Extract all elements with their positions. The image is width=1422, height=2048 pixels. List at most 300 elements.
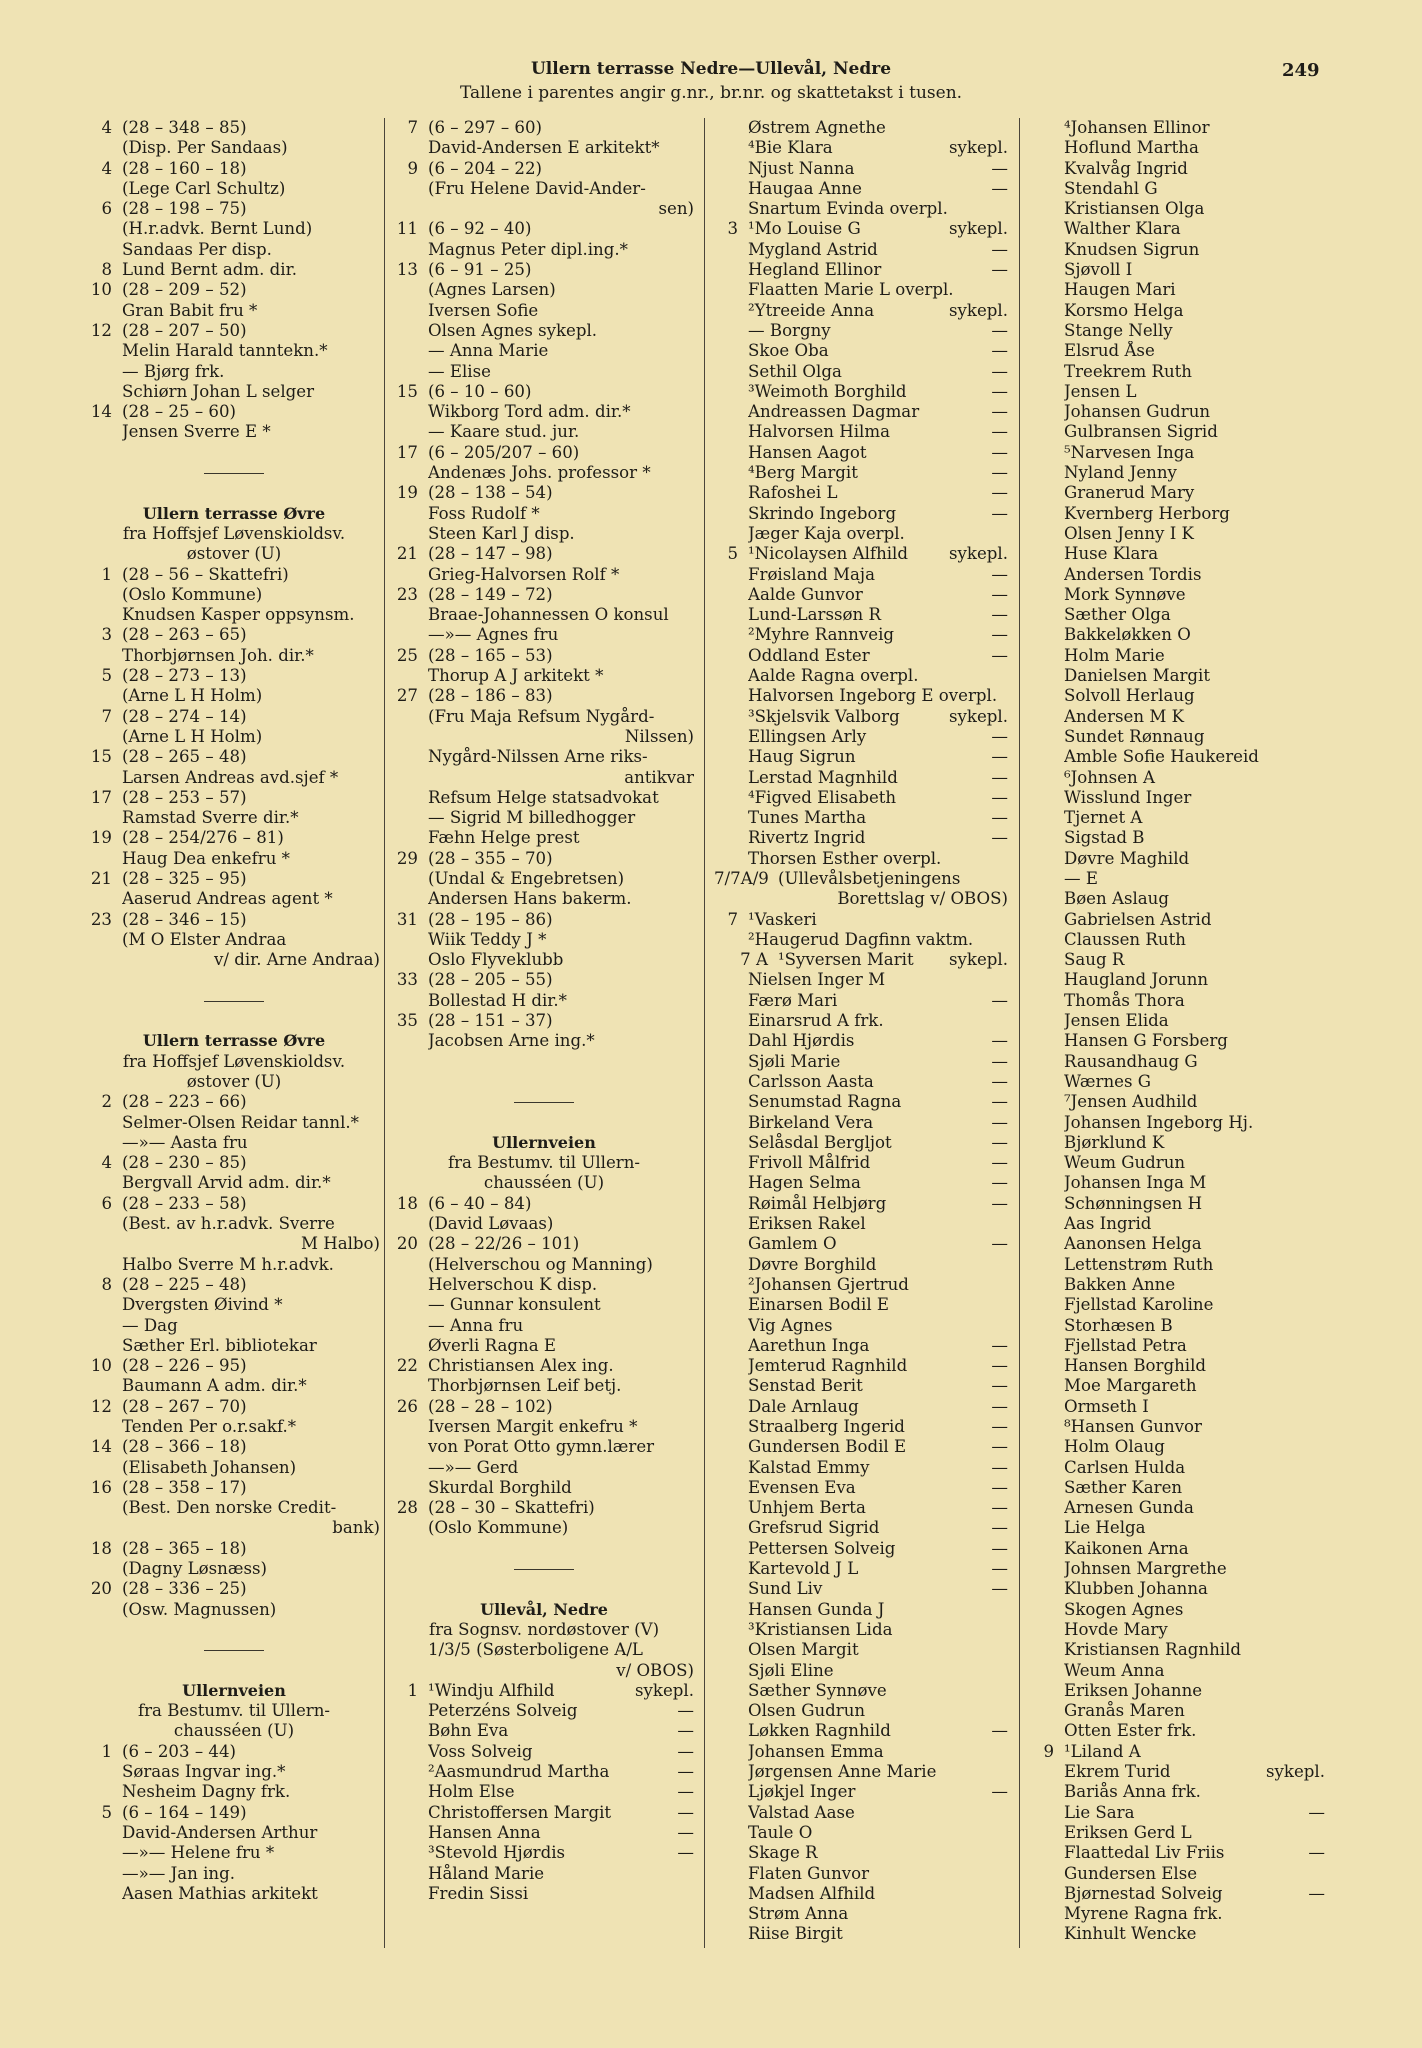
entry-text: Lie Helga <box>1064 1518 1146 1538</box>
entry-text: Einarsen Bodil E <box>748 1295 890 1315</box>
directory-entry <box>394 524 694 544</box>
house-number <box>714 138 748 158</box>
entry-text: Lund Bernt adm. dir. <box>122 260 297 280</box>
house-number <box>394 422 428 442</box>
entry-text: Jensen Sverre E * <box>122 422 271 442</box>
entry-occupation: — <box>991 1092 1008 1112</box>
entry-text: (Undal & Engebretsen) <box>428 868 625 888</box>
directory-entry <box>714 1681 1008 1701</box>
house-number <box>394 1843 428 1863</box>
directory-entry <box>88 930 380 950</box>
directory-entry <box>714 1498 1008 1518</box>
directory-entry <box>88 585 380 605</box>
entry-occupation: — <box>991 584 1008 604</box>
entry-text: Halvorsen Ingeborg E overpl. <box>748 686 998 706</box>
directory-entry <box>394 1762 694 1782</box>
directory-entry <box>394 1376 694 1396</box>
entry-text: (28 – 205 – 55) <box>428 970 553 990</box>
directory-entry <box>714 1356 1008 1376</box>
entry-text: Weum Gudrun <box>1064 1153 1186 1173</box>
street-heading <box>88 1031 380 1051</box>
directory-entry <box>88 219 380 239</box>
directory-entry <box>394 1194 694 1214</box>
directory-entry <box>714 1478 1008 1498</box>
entry-occupation: — <box>991 1112 1008 1132</box>
house-number <box>714 788 748 808</box>
directory-entry <box>1030 1478 1325 1498</box>
directory-entry <box>714 1579 1008 1599</box>
directory-entry <box>88 828 380 848</box>
directory-entry <box>394 1397 694 1417</box>
entry-text: Helverschou K disp. <box>428 1274 598 1294</box>
entry-occupation: — <box>991 1396 1008 1416</box>
directory-entry <box>394 1701 694 1721</box>
directory-entry <box>88 1458 380 1478</box>
directory-entry <box>1030 788 1325 808</box>
entry-text: — Kaare stud. jur. <box>428 422 580 442</box>
directory-entry <box>1030 1356 1325 1376</box>
house-number <box>1030 1255 1064 1275</box>
house-number <box>714 362 748 382</box>
spacer <box>88 1661 380 1681</box>
house-number <box>1030 625 1064 645</box>
entry-occupation: — <box>991 1234 1008 1254</box>
house-number <box>1030 1133 1064 1153</box>
entry-text: (Disp. Per Sandaas) <box>122 138 288 158</box>
directory-entry <box>714 1437 1008 1457</box>
directory-entry <box>714 1376 1008 1396</box>
directory-entry <box>88 1356 380 1376</box>
house-number <box>88 1336 122 1356</box>
entry-text: Haugland Jorunn <box>1064 970 1209 990</box>
directory-entry <box>1030 1600 1325 1620</box>
house-number <box>714 565 748 585</box>
directory-entry <box>714 1843 1008 1863</box>
house-number: 2 <box>101 1092 112 1112</box>
house-number <box>1030 1803 1064 1823</box>
house-number <box>394 808 428 828</box>
house-number <box>714 605 748 625</box>
entry-text: Skage R <box>748 1843 818 1863</box>
directory-entry <box>394 625 694 645</box>
directory-entry <box>88 747 380 767</box>
house-number: 19 <box>396 483 418 503</box>
house-number <box>1030 1113 1064 1133</box>
house-number <box>1030 1072 1064 1092</box>
entry-text: Jensen Elida <box>1064 1011 1169 1031</box>
entry-text: Tjernet A <box>1064 808 1143 828</box>
entry-text: Knudsen Sigrun <box>1064 239 1200 259</box>
house-number <box>394 1478 428 1498</box>
house-number <box>714 1904 748 1924</box>
entry-text: (28 – 160 – 18) <box>122 158 247 178</box>
house-number <box>1030 1600 1064 1620</box>
house-number: 28 <box>396 1498 418 1518</box>
column-4 <box>1030 118 1325 1948</box>
house-number <box>714 463 748 483</box>
house-number <box>1030 1681 1064 1701</box>
directory-entry <box>1030 301 1325 321</box>
directory-entry <box>394 1316 694 1336</box>
directory-entry <box>1030 1153 1325 1173</box>
entry-occupation: sykepl. <box>949 950 1008 970</box>
house-number <box>714 1336 748 1356</box>
house-number <box>394 1295 428 1315</box>
directory-entry <box>1030 1782 1325 1802</box>
house-number <box>1030 1498 1064 1518</box>
directory-entry <box>714 1072 1008 1092</box>
entry-text: Jensen L <box>1064 381 1137 401</box>
line-text: fra Sognsv. nordøstover (V) <box>428 1619 660 1639</box>
directory-entry <box>1030 1559 1325 1579</box>
entry-text: David-Andersen E arkitekt* <box>428 138 660 158</box>
directory-entry <box>1030 1721 1325 1741</box>
entry-occupation: — <box>677 1701 694 1721</box>
directory-entry <box>1030 747 1325 767</box>
line-text: fra Bestumv. til Ullern- <box>137 1701 331 1721</box>
directory-entry <box>714 179 1008 199</box>
line-text: østover (U) <box>186 1071 282 1091</box>
house-number <box>1030 889 1064 909</box>
directory-entry <box>714 1194 1008 1214</box>
directory-entry <box>1030 1397 1325 1417</box>
house-number <box>394 828 428 848</box>
house-number <box>394 1701 428 1721</box>
house-number <box>394 707 428 727</box>
line-text: v/ dir. Arne Andraa) <box>213 950 380 970</box>
directory-entry <box>714 341 1008 361</box>
entry-text: ³Weimoth Borghild <box>748 381 907 401</box>
house-number <box>714 1803 748 1823</box>
house-number <box>1030 1579 1064 1599</box>
directory-entry <box>1030 1762 1325 1782</box>
entry-occupation: — <box>991 158 1008 178</box>
entry-text: (Elisabeth Johansen) <box>122 1457 297 1477</box>
entry-occupation: — <box>991 1071 1008 1091</box>
entry-text: Evensen Eva <box>748 1477 856 1497</box>
directory-entry <box>88 1864 380 1884</box>
house-number <box>394 889 428 909</box>
entry-occupation: — <box>991 605 1008 625</box>
entry-occupation: — <box>991 625 1008 645</box>
house-number <box>1030 970 1064 990</box>
entry-text: Bjørnestad Solveig <box>1064 1883 1223 1903</box>
house-number <box>1030 808 1064 828</box>
directory-entry <box>394 686 694 706</box>
directory-entry <box>394 707 694 727</box>
street-description <box>394 1173 694 1193</box>
spacer <box>394 1539 694 1559</box>
house-number <box>714 1762 748 1782</box>
house-number <box>394 301 428 321</box>
entry-text: ²Aasmundrud Martha <box>428 1762 610 1782</box>
entry-text: (28 – 226 – 95) <box>122 1356 247 1376</box>
directory-entry <box>714 869 1008 889</box>
house-number <box>714 118 748 138</box>
house-number <box>394 138 428 158</box>
house-number <box>714 707 748 727</box>
house-number <box>88 1782 122 1802</box>
entry-text: Knudsen Kasper oppsynsm. <box>122 605 355 625</box>
house-number <box>88 1255 122 1275</box>
entry-text: —»— Aasta fru <box>122 1132 248 1152</box>
house-number <box>1030 524 1064 544</box>
house-number: 1 <box>101 1741 112 1761</box>
entry-occupation: — <box>991 1579 1008 1599</box>
directory-entry <box>394 1782 694 1802</box>
directory-entry <box>714 1864 1008 1884</box>
house-number <box>714 1498 748 1518</box>
entry-text: Fjellstad Petra <box>1064 1335 1187 1355</box>
entry-text: Peterzéns Solveig <box>428 1701 578 1721</box>
directory-entry <box>714 646 1008 666</box>
directory-entry <box>714 1295 1008 1315</box>
street-heading <box>394 1133 694 1153</box>
house-number <box>1030 159 1064 179</box>
house-number: 16 <box>90 1477 112 1497</box>
entry-text: (Fru Helene David-Ander- <box>428 178 646 198</box>
house-number <box>1030 1762 1064 1782</box>
directory-entry <box>88 362 380 382</box>
entry-occupation: — <box>991 381 1008 401</box>
house-number <box>1030 707 1064 727</box>
entry-text: Valstad Aase <box>748 1802 855 1822</box>
entry-occupation: — <box>991 1051 1008 1071</box>
house-number: 5 <box>101 666 112 686</box>
directory-entry <box>1030 666 1325 686</box>
house-number <box>394 666 428 686</box>
entry-text: (28 – 273 – 13) <box>122 666 247 686</box>
directory-entry <box>1030 707 1325 727</box>
entry-text: — Sigrid M billedhogger <box>428 808 636 828</box>
directory-entry <box>88 138 380 158</box>
entry-text: Christiansen Alex ing. <box>428 1356 614 1376</box>
entry-text: Eriksen Rakel <box>748 1214 866 1234</box>
entry-text: Walther Klara <box>1064 219 1181 239</box>
directory-entry <box>394 240 694 260</box>
house-number <box>394 463 428 483</box>
directory-entry <box>1030 1539 1325 1559</box>
directory-entry <box>394 362 694 382</box>
house-number <box>1030 1843 1064 1863</box>
house-number: 23 <box>396 584 418 604</box>
house-number <box>1030 585 1064 605</box>
directory-entry <box>88 646 380 666</box>
entry-text: Sjøvoll I <box>1064 260 1133 280</box>
entry-text: Hansen Borghild <box>1064 1356 1207 1376</box>
entry-occupation: — <box>991 726 1008 746</box>
house-number <box>1030 849 1064 869</box>
house-number: 4 <box>101 118 112 137</box>
entry-text: Claussen Ruth <box>1064 929 1186 949</box>
entry-text: Johansen Inga M <box>1064 1173 1207 1193</box>
directory-entry <box>1030 625 1325 645</box>
entry-text: Iversen Sofie <box>428 300 539 320</box>
house-number <box>714 260 748 280</box>
house-number <box>1030 1518 1064 1538</box>
directory-entry <box>88 1336 380 1356</box>
entry-text: — Anna Marie <box>428 341 549 361</box>
section-divider <box>88 1640 380 1660</box>
entry-text: Saug R <box>1064 950 1125 970</box>
house-number <box>714 1600 748 1620</box>
entry-text: Hansen Anna <box>428 1822 541 1842</box>
entry-text: ³Stevold Hjørdis <box>428 1843 566 1863</box>
house-number <box>1030 240 1064 260</box>
entry-text: Aalde Gunvor <box>748 584 863 604</box>
house-number <box>394 930 428 950</box>
house-number <box>714 747 748 767</box>
house-number <box>394 869 428 889</box>
directory-entry <box>714 849 1008 869</box>
directory-entry <box>394 159 694 179</box>
directory-entry <box>1030 1579 1325 1599</box>
entry-text: Gulbransen Sigrid <box>1064 422 1218 442</box>
entry-text: Haugen Mari <box>1064 280 1176 300</box>
house-number: 17 <box>90 787 112 807</box>
directory-entry <box>1030 1417 1325 1437</box>
entry-text: Sethil Olga <box>748 361 842 381</box>
entry-occupation: — <box>991 1437 1008 1457</box>
entry-text: Hovde Mary <box>1064 1619 1168 1639</box>
entry-text: Pettersen Solveig <box>748 1538 896 1558</box>
house-number <box>88 605 122 625</box>
section-divider <box>88 991 380 1011</box>
directory-entry <box>714 1823 1008 1843</box>
entry-text: Hansen G Forsberg <box>1064 1031 1228 1051</box>
directory-entry <box>714 1620 1008 1640</box>
entry-text: (28 – 230 – 85) <box>122 1153 247 1173</box>
entry-text: Thomås Thora <box>1064 990 1185 1010</box>
house-number <box>1030 1640 1064 1660</box>
entry-occupation: — <box>991 1498 1008 1518</box>
house-number: 14 <box>90 402 112 422</box>
house-number <box>714 1782 748 1802</box>
line-text: Nilssen) <box>624 726 694 746</box>
house-number <box>714 1194 748 1214</box>
entry-text: Carlsson Aasta <box>748 1071 874 1091</box>
street-description <box>88 1721 380 1741</box>
house-number <box>1030 991 1064 1011</box>
directory-entry <box>88 301 380 321</box>
directory-entry <box>394 1721 694 1741</box>
house-number: 5 <box>101 1802 112 1822</box>
house-number <box>1030 605 1064 625</box>
house-number <box>88 301 122 321</box>
street-description <box>88 1052 380 1072</box>
directory-entry <box>714 625 1008 645</box>
entry-text: Otten Ester frk. <box>1064 1721 1197 1741</box>
entry-continuation <box>394 727 694 747</box>
entry-text: Arnesen Gunda <box>1064 1498 1194 1518</box>
entry-text: Weum Anna <box>1064 1660 1165 1680</box>
entry-text: — Gunnar konsulent <box>428 1295 601 1315</box>
entry-text: —»— Jan ing. <box>122 1863 236 1883</box>
entry-text: Bjørklund K <box>1064 1132 1165 1152</box>
directory-entry <box>714 585 1008 605</box>
house-number <box>1030 1214 1064 1234</box>
directory-entry <box>714 1173 1008 1193</box>
entry-text: (28 – 151 – 37) <box>428 1011 553 1031</box>
directory-entry <box>1030 1458 1325 1478</box>
entry-text: Sæther Erl. bibliotekar <box>122 1335 317 1355</box>
house-number <box>714 727 748 747</box>
entry-text: Nesheim Dagny frk. <box>122 1782 291 1802</box>
directory-entry <box>394 118 694 138</box>
directory-entry <box>1030 565 1325 585</box>
house-number <box>714 483 748 503</box>
entry-text: (28 – 336 – 25) <box>122 1579 247 1599</box>
directory-entry <box>394 889 694 909</box>
house-number <box>394 1864 428 1884</box>
directory-entry <box>394 504 694 524</box>
directory-entry <box>714 666 1008 686</box>
entry-text: Selmer-Olsen Reidar tannl.* <box>122 1112 359 1132</box>
entry-text: Øverli Ragna E <box>428 1335 556 1355</box>
line-text: Ullernveien <box>182 1680 286 1700</box>
entry-text: (28 – 186 – 83) <box>428 686 553 706</box>
house-number: 5 <box>727 544 738 564</box>
entry-text: Steen Karl J disp. <box>428 523 575 543</box>
house-number <box>714 991 748 1011</box>
directory-entry <box>714 544 1008 564</box>
directory-entry <box>714 1275 1008 1295</box>
directory-entry <box>88 382 380 402</box>
directory-entry <box>1030 321 1325 341</box>
entry-text: Skrindo Ingeborg <box>748 503 897 523</box>
entry-text: Birkeland Vera <box>748 1112 874 1132</box>
house-number <box>394 402 428 422</box>
house-number <box>1030 219 1064 239</box>
entry-occupation: — <box>991 361 1008 381</box>
house-number: 22 <box>396 1356 418 1376</box>
entry-occupation: — <box>991 645 1008 665</box>
entry-text: Eriksen Gerd L <box>1064 1822 1192 1842</box>
directory-entry <box>394 1843 694 1863</box>
house-number <box>1030 869 1064 889</box>
entry-text: ⁴Berg Margit <box>748 463 858 483</box>
entry-text: Senstad Berit <box>748 1376 863 1396</box>
directory-entry <box>1030 1275 1325 1295</box>
entry-text: Storhæsen B <box>1064 1315 1173 1335</box>
house-number <box>1030 1234 1064 1254</box>
directory-entry <box>714 1458 1008 1478</box>
house-number: 1 <box>407 1680 418 1700</box>
house-number <box>394 341 428 361</box>
house-number: 14 <box>90 1437 112 1457</box>
directory-entry <box>1030 686 1325 706</box>
entry-text: (28 – 365 – 18) <box>122 1538 247 1558</box>
entry-text: Nygård-Nilssen Arne riks- <box>428 747 648 767</box>
directory-entry <box>88 910 380 930</box>
house-number <box>1030 1539 1064 1559</box>
directory-entry <box>88 199 380 219</box>
directory-entry <box>714 727 1008 747</box>
house-number <box>88 1133 122 1153</box>
directory-entry <box>88 1478 380 1498</box>
entry-text: Nielsen Inger M <box>748 970 886 990</box>
house-number <box>1030 1721 1064 1741</box>
directory-entry <box>1030 1194 1325 1214</box>
house-number: 31 <box>396 909 418 929</box>
street-description <box>88 524 380 544</box>
directory-entry <box>394 970 694 990</box>
directory-entry <box>1030 605 1325 625</box>
house-number <box>88 1843 122 1863</box>
directory-entry <box>394 321 694 341</box>
entry-text: Amble Sofie Haukereid <box>1064 747 1259 767</box>
directory-entry <box>714 1518 1008 1538</box>
